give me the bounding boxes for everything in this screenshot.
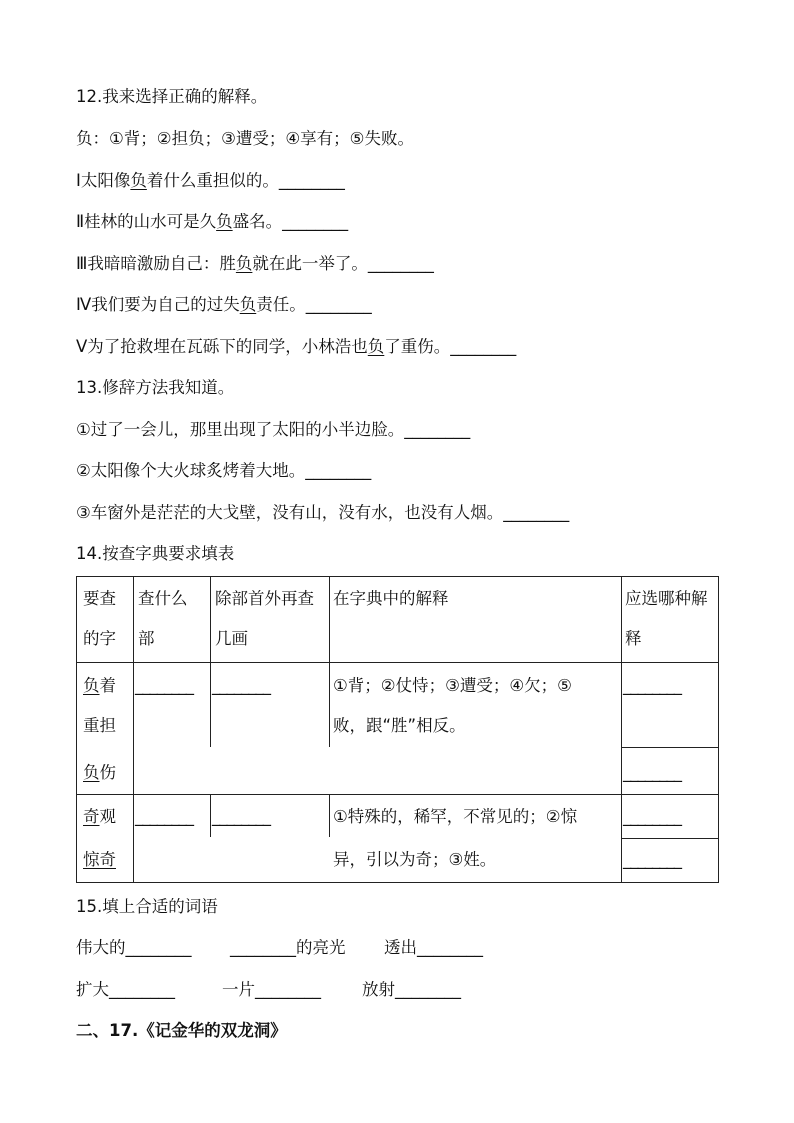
explanation-fu-line1: ①背；②仗恃；③遭受；④欠；⑤ <box>333 676 572 695</box>
target-word: 负 <box>83 676 100 695</box>
word-rest <box>83 850 116 869</box>
q12-item-4 <box>76 294 372 316</box>
header-radical-line2: 部 <box>138 629 155 648</box>
q15-row1-item3: 透出________ <box>384 938 483 957</box>
word-rest: 伤 <box>99 763 116 782</box>
col-divider-partial <box>210 662 211 747</box>
word-fuzhe <box>83 675 116 697</box>
choice-blank: ________ <box>623 807 681 826</box>
q15-row2-item3: 放射________ <box>362 980 461 999</box>
target-word: 负 <box>235 254 253 273</box>
word-rest: 观 <box>99 807 116 826</box>
header-choice-line2: 释 <box>625 629 642 648</box>
col-divider <box>210 576 211 662</box>
target-word: 奇 <box>99 850 116 869</box>
target-word: 负 <box>83 763 100 782</box>
q14-title: 14.按查字典要求填表 <box>76 544 235 563</box>
header-char-line2: 的字 <box>83 629 116 648</box>
target-word: 负 <box>216 212 233 231</box>
item-text: Ⅰ太阳像 <box>76 171 131 190</box>
radical-blank: ________ <box>135 676 193 695</box>
header-strokes-line2: 几画 <box>215 629 248 648</box>
q12-item-1 <box>76 170 345 192</box>
header-strokes-line1: 除部首外再查 <box>215 589 314 608</box>
strokes-blank: ________ <box>212 676 270 695</box>
q12-title: 12.我来选择正确的解释。 <box>76 87 268 106</box>
choice-blank: ________ <box>623 676 681 695</box>
item-text-end: 责任。________ <box>256 295 372 314</box>
section-number: 二、17. <box>76 1021 139 1040</box>
explanation-qi-line2: 异，引以为奇；③姓。 <box>333 850 497 869</box>
q13-item-3: ③车窗外是茫茫的大戈壁，没有山，没有水，也没有人烟。________ <box>76 503 570 522</box>
item-text: Ⅳ我们要为自己的过失 <box>76 295 240 314</box>
choice-blank: ________ <box>623 763 681 782</box>
col-divider-partial <box>329 794 330 837</box>
q15-row2-item2: 一片________ <box>222 980 321 999</box>
target-word: 负 <box>130 171 147 190</box>
word-prefix: 惊 <box>83 850 100 869</box>
col-divider <box>621 576 622 883</box>
header-char-line1: 要查 <box>83 589 116 608</box>
q12-item-3 <box>76 253 434 275</box>
header-explanation: 在字典中的解释 <box>333 589 449 608</box>
section-2-heading <box>76 1020 287 1042</box>
dictionary-table <box>76 576 719 883</box>
row-divider <box>76 662 719 663</box>
item-text: Ⅲ我暗暗激励自己：胜 <box>76 254 236 273</box>
q13-item-2: ②太阳像个大火球炙烤着大地。________ <box>76 461 372 480</box>
q12-item-5 <box>76 336 516 358</box>
row-divider <box>76 794 719 795</box>
radical-blank: ________ <box>135 807 193 826</box>
explanation-fu-line2: 败，跟“胜”相反。 <box>333 716 466 735</box>
q15-title: 15.填上合适的词语 <box>76 897 218 916</box>
item-text-end: 着什么重担似的。________ <box>146 171 345 190</box>
header-radical-line1: 查什么 <box>138 589 188 608</box>
explanation-qi-line1: ①特殊的，稀罕，不常见的；②惊 <box>333 807 578 826</box>
word-qiguan <box>83 806 116 828</box>
q12-item-2 <box>76 211 348 233</box>
q15-row1-item2: ________的亮光 <box>230 938 346 957</box>
item-text-end: 盛名。________ <box>232 212 349 231</box>
strokes-blank: ________ <box>212 807 270 826</box>
q13-item-1: ①过了一会儿，那里出现了太阳的小半边脸。________ <box>76 420 471 439</box>
col-divider <box>133 576 134 883</box>
word-jingqi <box>83 849 116 871</box>
q15-row1-item1: 伟大的________ <box>76 938 192 957</box>
q13-title: 13.修辞方法我知道。 <box>76 378 235 397</box>
target-word: 奇 <box>83 807 100 826</box>
section-title: 《记金华的双龙洞》 <box>138 1021 287 1040</box>
col-divider <box>329 576 330 662</box>
row-divider-partial <box>621 747 719 748</box>
choice-blank: ________ <box>623 850 681 869</box>
item-text: Ⅱ桂林的山水可是久 <box>76 212 217 231</box>
word-zhongdan: 重担 <box>83 716 116 735</box>
word-rest: 着 <box>99 676 116 695</box>
q15-row2-item1: 扩大________ <box>76 980 175 999</box>
target-word: 负 <box>239 295 257 314</box>
header-choice-line1: 应选哪种解 <box>625 589 708 608</box>
item-text-end: 了重伤。________ <box>384 337 517 356</box>
word-fushang <box>83 762 116 784</box>
q12-definitions: 负：①背；②担负；③遭受；④享有；⑤失败。 <box>76 129 414 148</box>
col-divider-partial <box>329 662 330 747</box>
col-divider-partial <box>210 794 211 837</box>
item-text-end: 就在此一举了。________ <box>252 254 434 273</box>
item-text: Ⅴ为了抢救埋在瓦砾下的同学，小林浩也 <box>76 337 368 356</box>
target-word: 负 <box>367 337 385 356</box>
row-divider-partial <box>621 838 719 839</box>
